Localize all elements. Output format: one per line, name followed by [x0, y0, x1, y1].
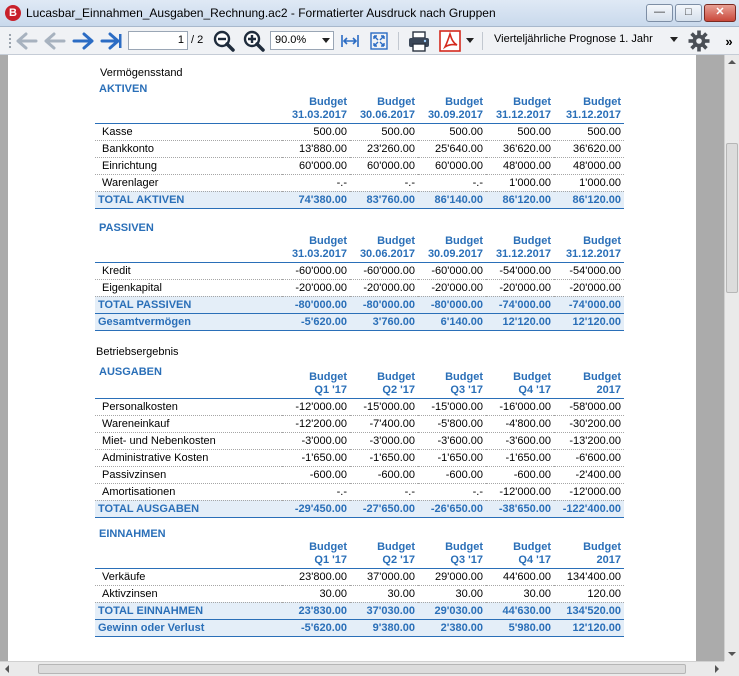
total-row-label: TOTAL AKTIVEN	[95, 191, 282, 208]
table-row	[95, 123, 624, 140]
column-header	[418, 93, 486, 123]
table-row-value: 500.00	[282, 123, 350, 140]
table-row-label: Kasse	[95, 123, 282, 140]
table-row	[95, 262, 624, 279]
total-row-value: 86'140.00	[418, 191, 486, 208]
table-row-value: -20'000.00	[554, 279, 624, 296]
table-row-label: Administrative Kosten	[95, 449, 282, 466]
fit-page-icon[interactable]	[367, 30, 391, 52]
table-row-value: -600.00	[418, 466, 486, 483]
pdf-options-chevron-icon[interactable]	[464, 30, 476, 52]
column-header	[350, 93, 418, 123]
aktiven-table	[95, 93, 624, 209]
table-row	[95, 483, 624, 500]
vertical-scroll-thumb[interactable]	[726, 143, 738, 293]
column-header	[282, 368, 350, 398]
horizontal-scrollbar[interactable]	[0, 661, 724, 676]
result-row-label: Gewinn oder Verlust	[95, 619, 282, 636]
previous-page-icon[interactable]	[42, 30, 68, 52]
table-row-value: -60'000.00	[350, 262, 418, 279]
column-header-line1: Budget	[445, 540, 483, 553]
table-row-value: 48'000.00	[554, 157, 624, 174]
table-row-value: 13'880.00	[282, 140, 350, 157]
report-page	[8, 55, 696, 661]
table-row-value: 37'000.00	[350, 568, 418, 585]
column-header	[554, 232, 624, 262]
column-header	[554, 538, 624, 568]
table-row-value: -4'800.00	[486, 415, 554, 432]
table-row-value: 48'000.00	[486, 157, 554, 174]
column-header	[418, 232, 486, 262]
table-row-value: 500.00	[486, 123, 554, 140]
table-row	[95, 279, 624, 296]
column-header-line2: 31.03.2017	[291, 247, 347, 260]
column-header-line2: 31.12.2017	[565, 247, 621, 260]
column-header-line1: Budget	[445, 234, 483, 247]
column-header-line2: Q1 '17	[314, 553, 347, 566]
column-header-line2: Q2 '17	[382, 553, 415, 566]
result-row-value: 5'980.00	[486, 619, 554, 636]
table-row-value: 1'000.00	[554, 174, 624, 191]
table-row-value: 60'000.00	[350, 157, 418, 174]
column-header-line2: 2017	[596, 553, 621, 566]
result-row-value: 12'120.00	[554, 313, 624, 330]
table-row-value: -3'600.00	[486, 432, 554, 449]
table-row-value: -1'650.00	[282, 449, 350, 466]
table-row-label: Verkäufe	[95, 568, 282, 585]
table-row-value: 500.00	[350, 123, 418, 140]
table-row-label: Passivzinsen	[95, 466, 282, 483]
column-header-line2: 31.03.2017	[291, 108, 347, 121]
header-blank-cell	[95, 232, 282, 262]
report-select-value: Vierteljährliche Prognose 1. Jahr	[494, 33, 653, 45]
table-row-value: -3'000.00	[282, 432, 350, 449]
table-row-value: -1'650.00	[486, 449, 554, 466]
column-header	[350, 368, 418, 398]
table-row-value: -12'000.00	[282, 398, 350, 415]
ausgaben-table	[95, 368, 624, 518]
table-row-value: -.-	[282, 174, 350, 191]
column-header-line1: Budget	[309, 540, 347, 553]
result-row	[95, 619, 624, 636]
table-row-label: Bankkonto	[95, 140, 282, 157]
toolbar-separator	[398, 32, 399, 50]
column-header-row	[95, 93, 624, 123]
column-header-line1: Budget	[583, 540, 621, 553]
result-row-value: 3'760.00	[350, 313, 418, 330]
ausgaben-heading: AUSGABEN	[99, 366, 162, 378]
table-row-value: -6'600.00	[554, 449, 624, 466]
column-header-line2: 30.09.2017	[427, 247, 483, 260]
column-header	[486, 538, 554, 568]
column-header-line1: Budget	[583, 95, 621, 108]
vermoegen-title: Vermögensstand	[100, 67, 183, 79]
report-select[interactable]	[489, 31, 681, 50]
column-header-line1: Budget	[583, 234, 621, 247]
column-header	[350, 232, 418, 262]
column-header-line2: 31.12.2017	[495, 108, 551, 121]
window-title: Lucasbar_Einnahmen_Ausgaben_Rechnung.ac2 - Formatierter Ausdruck nach Gruppen	[26, 6, 496, 20]
total-row-value: 29'030.00	[418, 602, 486, 619]
column-header-line1: Budget	[583, 370, 621, 383]
column-header-line2: Q1 '17	[314, 383, 347, 396]
header-blank-cell	[95, 538, 282, 568]
zoom-select[interactable]	[270, 31, 334, 50]
scroll-left-icon[interactable]	[0, 662, 15, 676]
app-icon: B	[5, 5, 21, 21]
page-number-input[interactable]: 1	[128, 31, 188, 50]
total-row-value: 23'830.00	[282, 602, 350, 619]
table-row-label: Eigenkapital	[95, 279, 282, 296]
column-header-line2: 30.06.2017	[359, 108, 415, 121]
table-row-value: 60'000.00	[418, 157, 486, 174]
table-row-value: -20'000.00	[350, 279, 418, 296]
column-header-line1: Budget	[513, 234, 551, 247]
result-row-value: -5'620.00	[282, 313, 350, 330]
column-header-line1: Budget	[309, 370, 347, 383]
table-row-value: 23'260.00	[350, 140, 418, 157]
result-row	[95, 313, 624, 330]
table-row-value: -3'600.00	[418, 432, 486, 449]
table-row-label: Einrichtung	[95, 157, 282, 174]
table-row-value: 44'600.00	[486, 568, 554, 585]
column-header	[486, 232, 554, 262]
column-header-line1: Budget	[377, 95, 415, 108]
column-header-line1: Budget	[445, 370, 483, 383]
column-header-line1: Budget	[309, 234, 347, 247]
table-row-value: -15'000.00	[350, 398, 418, 415]
column-header	[282, 538, 350, 568]
column-header-line2: Q4 '17	[518, 553, 551, 566]
total-row-value: 86'120.00	[486, 191, 554, 208]
page-count: / 2	[191, 34, 204, 46]
table-row-value: -16'000.00	[486, 398, 554, 415]
table-row-value: -1'650.00	[350, 449, 418, 466]
document-viewport[interactable]	[0, 55, 724, 661]
horizontal-scroll-thumb[interactable]	[38, 664, 686, 674]
total-row-value: -80'000.00	[418, 296, 486, 313]
table-row-value: -12'000.00	[554, 483, 624, 500]
table-row-value: -.-	[418, 174, 486, 191]
total-row-value: -27'650.00	[350, 500, 418, 517]
minimize-button[interactable]: —	[646, 4, 673, 22]
column-header-line2: 2017	[596, 383, 621, 396]
table-row-value: -600.00	[282, 466, 350, 483]
table-row-value: -54'000.00	[486, 262, 554, 279]
total-row-value: 37'030.00	[350, 602, 418, 619]
column-header-line1: Budget	[377, 370, 415, 383]
last-page-icon[interactable]	[98, 30, 124, 52]
result-row-value: 12'120.00	[486, 313, 554, 330]
table-row-value: -.-	[350, 483, 418, 500]
table-row-value: 36'620.00	[554, 140, 624, 157]
table-row	[95, 174, 624, 191]
table-row-value: 134'400.00	[554, 568, 624, 585]
table-row-value: 23'800.00	[282, 568, 350, 585]
table-row-value: -20'000.00	[282, 279, 350, 296]
column-header	[418, 368, 486, 398]
column-header-row	[95, 368, 624, 398]
column-header-line2: Q2 '17	[382, 383, 415, 396]
table-row-value: -30'200.00	[554, 415, 624, 432]
zoom-in-icon[interactable]	[242, 30, 266, 52]
column-header-line1: Budget	[377, 234, 415, 247]
total-row-value: 44'630.00	[486, 602, 554, 619]
zoom-out-icon[interactable]	[212, 30, 236, 52]
result-row-value: 12'120.00	[554, 619, 624, 636]
table-row	[95, 466, 624, 483]
toolbar-separator	[482, 32, 483, 50]
column-header-line2: 31.12.2017	[565, 108, 621, 121]
table-row-value: -20'000.00	[486, 279, 554, 296]
chevron-down-icon	[322, 38, 330, 43]
table-row-value: -.-	[418, 483, 486, 500]
total-row-label: TOTAL AUSGABEN	[95, 500, 282, 517]
table-row-value: -60'000.00	[418, 262, 486, 279]
header-blank-cell	[95, 368, 282, 398]
column-header-row	[95, 538, 624, 568]
table-row-value: 25'640.00	[418, 140, 486, 157]
column-header-line2: 30.09.2017	[427, 108, 483, 121]
title-bar	[0, 0, 739, 27]
table-row-value: -58'000.00	[554, 398, 624, 415]
page-background	[696, 55, 724, 661]
table-row-label: Miet- und Nebenkosten	[95, 432, 282, 449]
table-row-label: Warenlager	[95, 174, 282, 191]
table-row-value: 500.00	[554, 123, 624, 140]
total-row-label: TOTAL PASSIVEN	[95, 296, 282, 313]
column-header-line2: 31.12.2017	[495, 247, 551, 260]
scroll-right-icon[interactable]	[709, 662, 724, 676]
total-row-value: 74'380.00	[282, 191, 350, 208]
total-row-value: 134'520.00	[554, 602, 624, 619]
table-row	[95, 140, 624, 157]
total-row-value: 83'760.00	[350, 191, 418, 208]
scrollbar-corner	[724, 661, 739, 676]
total-row	[95, 500, 624, 517]
table-row-value: -12'000.00	[486, 483, 554, 500]
next-page-icon[interactable]	[70, 30, 96, 52]
scroll-down-icon[interactable]	[725, 646, 739, 661]
total-row-label: TOTAL EINNAHMEN	[95, 602, 282, 619]
table-row-label: Amortisationen	[95, 483, 282, 500]
table-row-value: 30.00	[282, 585, 350, 602]
table-row-value: 30.00	[486, 585, 554, 602]
table-row-value: -1'650.00	[418, 449, 486, 466]
column-header	[418, 538, 486, 568]
column-header-line1: Budget	[513, 95, 551, 108]
einnahmen-heading: EINNAHMEN	[99, 528, 166, 540]
column-header-row	[95, 232, 624, 262]
passiven-heading: PASSIVEN	[99, 222, 154, 234]
first-page-icon[interactable]	[14, 30, 40, 52]
table-row	[95, 568, 624, 585]
table-row-label: Aktivzinsen	[95, 585, 282, 602]
column-header	[554, 368, 624, 398]
column-header-line1: Budget	[445, 95, 483, 108]
total-row-value: -80'000.00	[282, 296, 350, 313]
column-header	[282, 232, 350, 262]
total-row-value: -74'000.00	[554, 296, 624, 313]
table-row-value: -20'000.00	[418, 279, 486, 296]
result-row-value: 2'380.00	[418, 619, 486, 636]
total-row-value: -80'000.00	[350, 296, 418, 313]
aktiven-heading: AKTIVEN	[99, 83, 148, 95]
total-row-value: -122'400.00	[554, 500, 624, 517]
total-row-value: -74'000.00	[486, 296, 554, 313]
result-row-value: -5'620.00	[282, 619, 350, 636]
table-row	[95, 585, 624, 602]
result-row-value: 9'380.00	[350, 619, 418, 636]
column-header-line2: Q3 '17	[450, 383, 483, 396]
total-row	[95, 191, 624, 208]
table-row-value: -2'400.00	[554, 466, 624, 483]
result-row-label: Gesamtvermögen	[95, 313, 282, 330]
print-icon[interactable]	[405, 30, 433, 52]
column-header	[350, 538, 418, 568]
table-row-value: -3'000.00	[350, 432, 418, 449]
maximize-button[interactable]: □	[675, 4, 702, 22]
scroll-up-icon[interactable]	[725, 55, 739, 70]
column-header-line2: Q4 '17	[518, 383, 551, 396]
result-row-value: 6'140.00	[418, 313, 486, 330]
table-row-value: 1'000.00	[486, 174, 554, 191]
header-blank-cell	[95, 93, 282, 123]
column-header-line1: Budget	[377, 540, 415, 553]
table-row-value: -60'000.00	[282, 262, 350, 279]
table-row	[95, 157, 624, 174]
vertical-scrollbar[interactable]	[724, 55, 739, 661]
table-row-value: -600.00	[486, 466, 554, 483]
table-row-value: -.-	[282, 483, 350, 500]
column-header	[486, 93, 554, 123]
table-row-value: -13'200.00	[554, 432, 624, 449]
table-row-value: -600.00	[350, 466, 418, 483]
table-row-value: 120.00	[554, 585, 624, 602]
table-row-value: 36'620.00	[486, 140, 554, 157]
column-header	[554, 93, 624, 123]
table-row-value: 30.00	[418, 585, 486, 602]
total-row-value: -29'450.00	[282, 500, 350, 517]
table-row-value: -7'400.00	[350, 415, 418, 432]
pdf-export-icon[interactable]	[437, 30, 463, 52]
total-row	[95, 602, 624, 619]
column-header-line2: 30.06.2017	[359, 247, 415, 260]
toolbar-overflow-button[interactable]: »	[725, 33, 733, 49]
table-row-value: -54'000.00	[554, 262, 624, 279]
close-button[interactable]: ✕	[704, 4, 736, 22]
table-row-value: 60'000.00	[282, 157, 350, 174]
fit-width-icon[interactable]	[338, 30, 362, 52]
zoom-value: 90.0%	[275, 34, 307, 46]
total-row-value: 86'120.00	[554, 191, 624, 208]
table-row	[95, 398, 624, 415]
table-row	[95, 449, 624, 466]
table-row-label: Kredit	[95, 262, 282, 279]
betrieb-title: Betriebsergebnis	[96, 346, 179, 358]
table-row	[95, 415, 624, 432]
table-row-value: -15'000.00	[418, 398, 486, 415]
chevron-down-icon	[670, 37, 678, 42]
table-row-value: -.-	[350, 174, 418, 191]
total-row-value: -26'650.00	[418, 500, 486, 517]
table-row-value: -12'200.00	[282, 415, 350, 432]
table-row-label: Wareneinkauf	[95, 415, 282, 432]
table-row-value: 29'000.00	[418, 568, 486, 585]
table-row	[95, 432, 624, 449]
table-row-value: -5'800.00	[418, 415, 486, 432]
passiven-table	[95, 232, 624, 331]
table-row-label: Personalkosten	[95, 398, 282, 415]
table-row-value: 500.00	[418, 123, 486, 140]
column-header-line1: Budget	[309, 95, 347, 108]
settings-gear-icon[interactable]	[686, 30, 712, 52]
total-row-value: -38'650.00	[486, 500, 554, 517]
toolbar	[0, 27, 739, 55]
table-row-value: 30.00	[350, 585, 418, 602]
einnahmen-table	[95, 538, 624, 637]
column-header-line1: Budget	[513, 540, 551, 553]
column-header-line1: Budget	[513, 370, 551, 383]
column-header-line2: Q3 '17	[450, 553, 483, 566]
column-header	[282, 93, 350, 123]
total-row	[95, 296, 624, 313]
column-header	[486, 368, 554, 398]
